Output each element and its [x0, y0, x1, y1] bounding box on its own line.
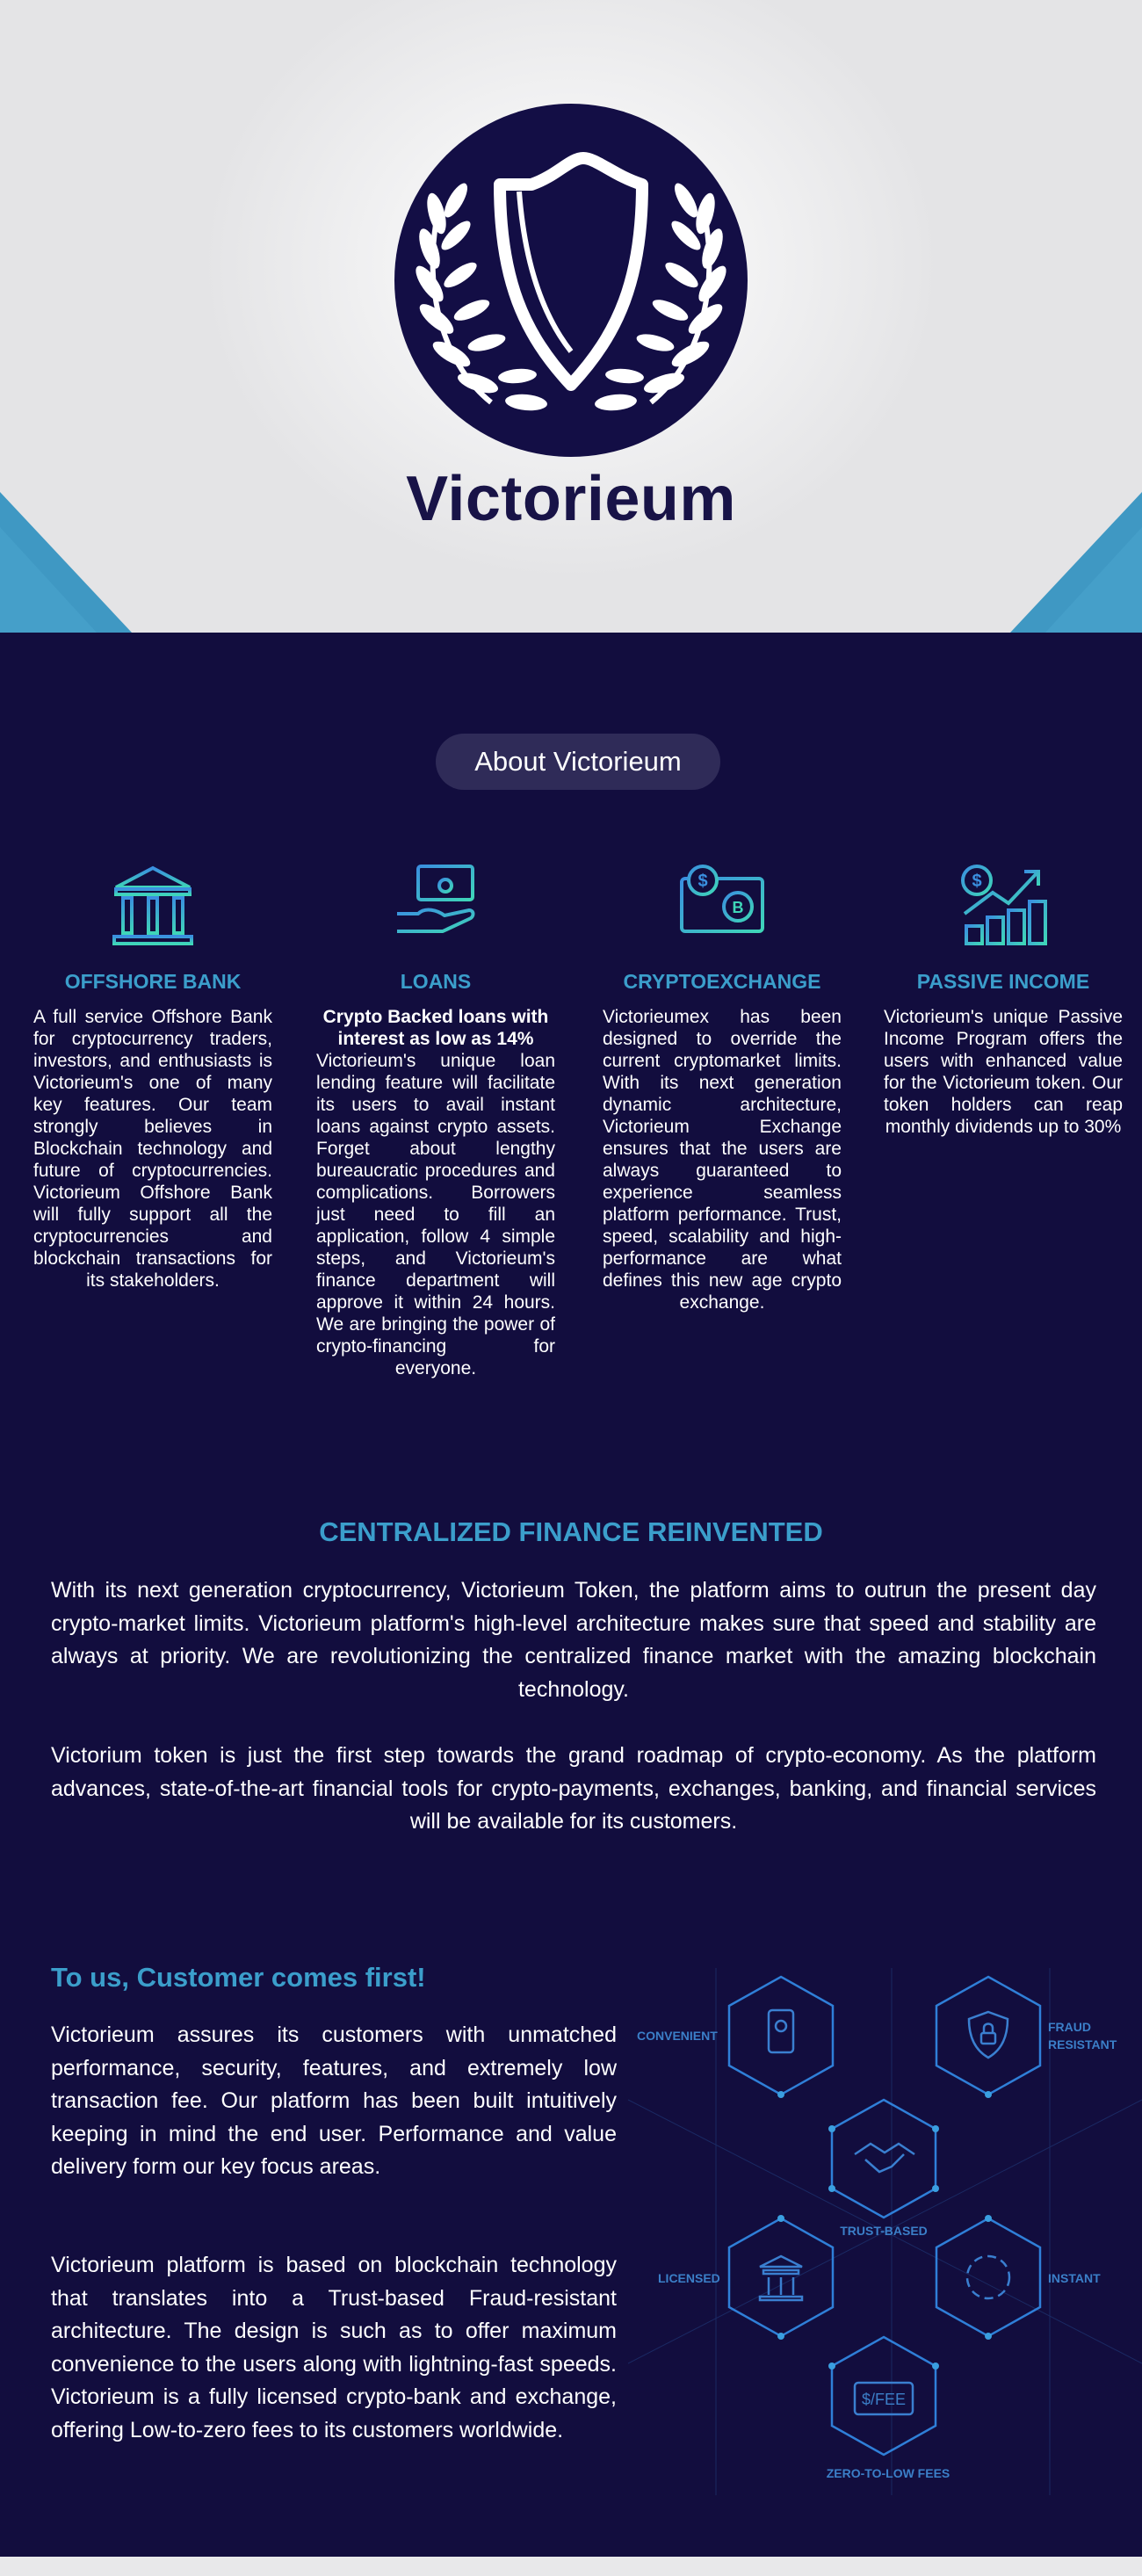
- label-trust: TRUST-BASED: [840, 2224, 928, 2238]
- bank-icon: [109, 861, 197, 949]
- licensed-bank-icon: [760, 2256, 802, 2300]
- fraud-hex: [936, 1977, 1040, 2095]
- trust-hex: [832, 2100, 936, 2218]
- cfr-heading: CENTRALIZED FINANCE REINVENTED: [319, 1516, 823, 1547]
- svg-text:$: $: [972, 872, 982, 891]
- feature-title: LOANS: [400, 970, 472, 993]
- cfr-paragraph-2: Victorium token is just the first step towards the grand roadmap of crypto-economy. As the platform advances, state-of-the-art financial tools for crypto-payments, exchanges, banking, and financial services will be available for its customers.: [51, 1743, 1096, 1834]
- features-hex-diagram: [628, 1968, 1142, 2495]
- feature-description: Victorieum's unique Passive Income Program offers the users with enhanced value for the Victorieum token. Our token holders can reap monthly dividends up to 30%: [884, 1007, 1123, 1137]
- cfr-paragraph-1: With its next generation cryptocurrency, Victorieum Token, the platform aims to outrun the present day crypto-market limits. Victorieum platform's high-level architecture makes sure that speed and stability are always at priority. We are revolutionizing the centralized finance market with the amazing blockchain technology.: [51, 1578, 1096, 1702]
- label-fraud-2: RESISTANT: [1048, 2037, 1117, 2051]
- convenient-hex: [729, 1977, 833, 2095]
- feature-description: Victorieumex has been designed to override the current cryptomarket limits. With its next generation dynamic architecture, Victorieum Exchange ensures that the users are always guaranteed to experience seamless platform performance. Trust, speed, scalability and high-performance are what defines this new age crypto exchange.: [603, 1007, 842, 1313]
- loan-icon: [392, 861, 480, 949]
- passive-income-icon: [958, 861, 1049, 949]
- instant-hex: [936, 2218, 1040, 2336]
- svg-text:$: $: [697, 872, 708, 891]
- features-row: [0, 861, 1142, 1476]
- customer-paragraph-2: Victorieum platform is based on blockchain technology that translates into a Trust-based Fraud-resistant architecture. The design is such as to offer maximum convenience to the users along with lightning-fast speeds. Victorieum is a fully licensed crypto-bank and exchange, offering Low-to-zero fees to its customers worldwide.: [51, 2253, 617, 2442]
- feature-title: PASSIVE INCOME: [916, 970, 1090, 993]
- svg-text:B: B: [732, 899, 744, 916]
- label-convenient: CONVENIENT: [637, 2029, 718, 2043]
- customer-heading: To us, Customer comes first!: [51, 1962, 426, 1993]
- footer-strip: [0, 2557, 1142, 2576]
- victorieum-logo: [394, 104, 748, 457]
- label-fraud-1: FRAUD: [1048, 2020, 1091, 2034]
- feature-body: Victorieum's unique loan lending feature will facilitate its users to avail instant loans against crypto assets. Forget about lengthy bureaucratic procedures and complications. Borrowers just need to fill an application, follow 4 simple steps, and Victorieum's finance department will approve it within 24 hours. We are bringing the power of crypto-financing for everyone.: [316, 1051, 555, 1378]
- lock-shield-icon: [969, 2012, 1008, 2058]
- brand-name: Victorieum: [406, 464, 736, 534]
- label-instant: INSTANT: [1048, 2271, 1101, 2285]
- feature-title: OFFSHORE BANK: [64, 970, 242, 993]
- label-fee-badge: $/FEE: [861, 2391, 907, 2408]
- feature-description: A full service Offshore Bank for cryptocurrency traders, investors, and enthusiasts is Victorieum's one of many key features. Our team strongly believes in Blockchain technology and future of cryptocurrencies. Victorieum Offshore Bank will fully support all the cryptocurrencies and blockchain transactions for its stakeholders.: [33, 1007, 272, 1291]
- customer-paragraph-1: Victorieum assures its customers with unmatched performance, security, features, and extremely low transaction fee. Our platform has been built intuitively keeping in mind the end user. Performance and value delivery form our key focus areas.: [51, 2022, 617, 2179]
- shield-laurel-icon: [394, 104, 748, 457]
- label-licensed: LICENSED: [658, 2271, 720, 2285]
- exchange-icon: [676, 861, 768, 949]
- about-button[interactable]: About Victorieum: [436, 734, 720, 790]
- feature-lead: Crypto Backed loans with interest as low as 14%: [322, 1007, 549, 1049]
- feature-description: [316, 1006, 555, 1379]
- feature-title: CRYPTOEXCHANGE: [623, 970, 821, 993]
- handshake-icon: [855, 2144, 914, 2172]
- label-fees: ZERO-TO-LOW FEES: [826, 2466, 950, 2480]
